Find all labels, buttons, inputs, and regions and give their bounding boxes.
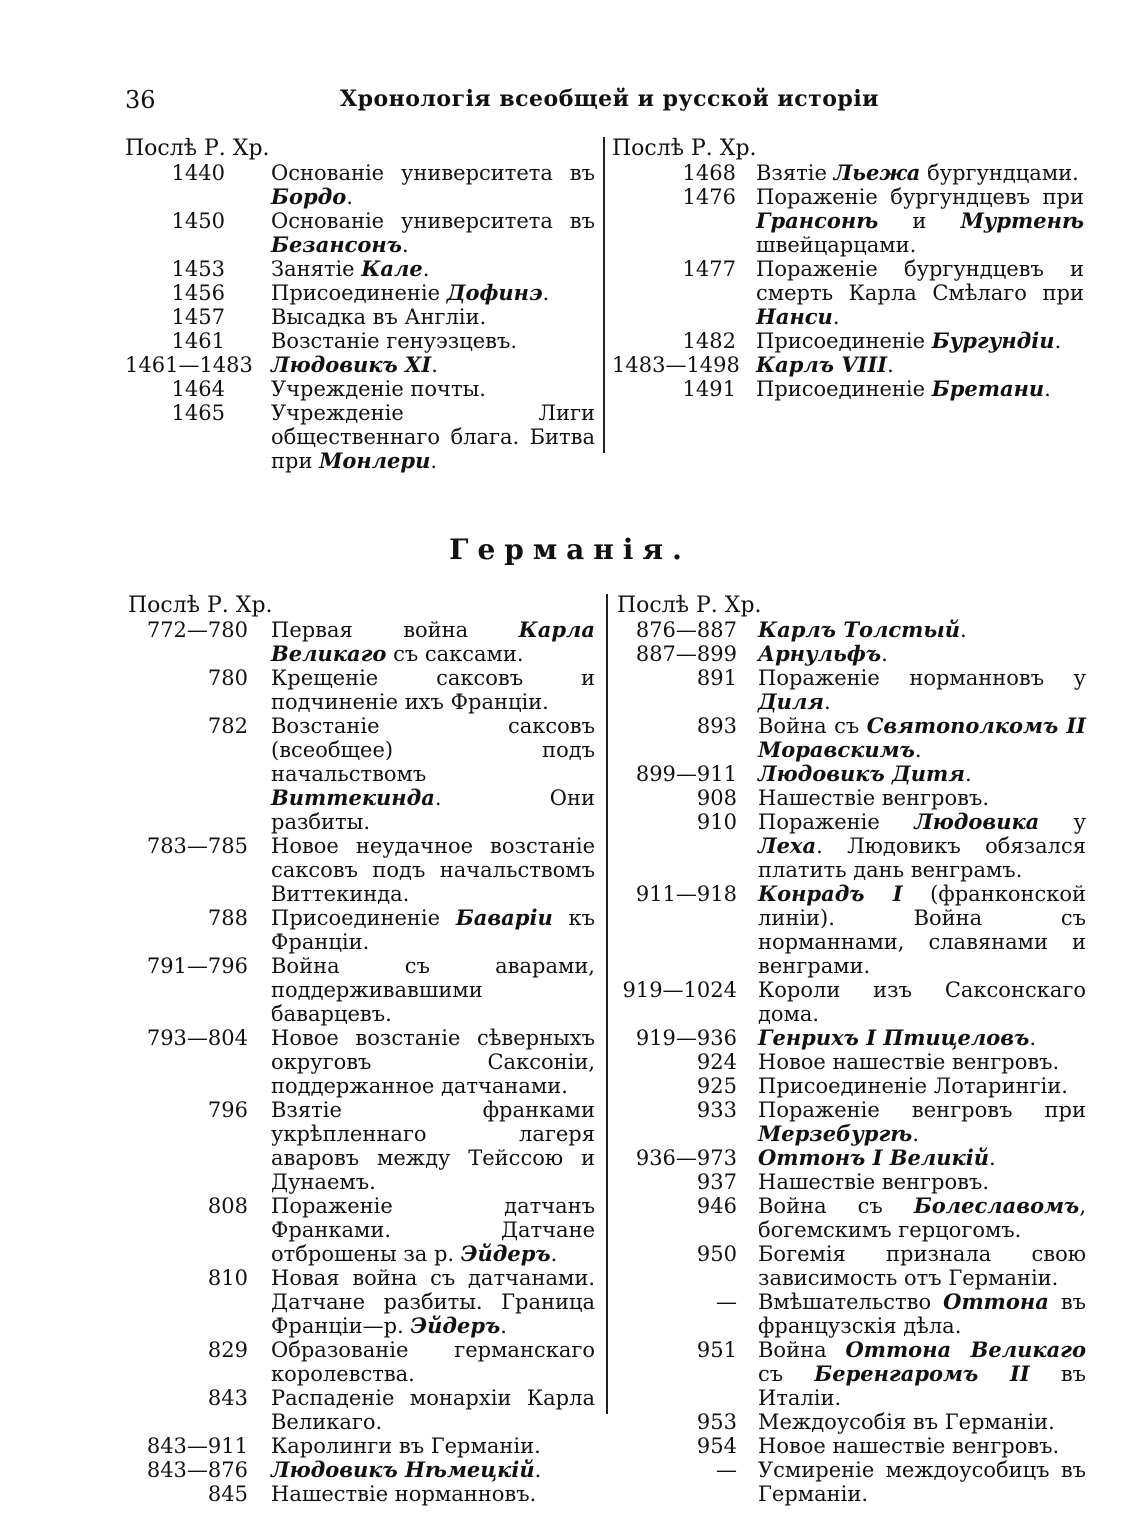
- right-column: [612, 137, 1092, 401]
- entry-emphasis: Людовикъ Нѣмецкій: [271, 1457, 535, 1482]
- column-heading: Послѣ Р. Хр.: [612, 136, 757, 161]
- entry-text-part: съ: [758, 1362, 815, 1386]
- chronology-entry: [128, 1482, 598, 1506]
- chronology-entry: [617, 618, 1097, 642]
- entry-year: 937: [696, 1170, 737, 1194]
- chronology-entry: [617, 1434, 1097, 1458]
- entry-year: 911—918: [635, 882, 737, 906]
- entry-year: 1440: [171, 161, 225, 185]
- entry-emphasis: Эйдеръ: [410, 1313, 501, 1338]
- entry-year: 843—876: [146, 1458, 248, 1482]
- entry-text: [756, 353, 1084, 377]
- entry-text-part: .: [887, 353, 894, 377]
- entry-emphasis: Виттекинда: [271, 785, 435, 810]
- chronology-entry: [617, 1098, 1097, 1146]
- chronology-entry: [128, 954, 598, 1026]
- entry-year: 887—899: [635, 642, 737, 666]
- entry-year: 919—1024: [622, 978, 737, 1002]
- entry-emphasis: Баваріи: [455, 905, 553, 930]
- entry-year: 1476: [682, 185, 736, 209]
- entry-text: [271, 1482, 595, 1506]
- chronology-entry: [617, 1410, 1097, 1434]
- chronology-entry: [125, 329, 595, 353]
- chronology-entry: [128, 906, 598, 954]
- entry-text: [758, 810, 1086, 882]
- entry-text-part: .: [1044, 377, 1051, 401]
- entry-text-part: въ французскія дѣла.: [758, 1290, 1087, 1338]
- entry-year: 810: [207, 1266, 248, 1290]
- entry-emphasis: Мерзебургѣ: [758, 1121, 913, 1146]
- entry-text: [271, 1338, 595, 1386]
- entry-text-part: къ Франціи.: [271, 906, 595, 954]
- entry-text-part: Пораженіе датчанъ Франками. Датчане отброшены за р.: [271, 1194, 595, 1266]
- entry-year: 876—887: [635, 618, 737, 642]
- entry-text-part: у: [1039, 810, 1087, 834]
- entry-text: [271, 1098, 595, 1194]
- chronology-entry: [617, 786, 1097, 810]
- entry-text-part: .: [534, 1458, 542, 1482]
- entry-text-part: Новое нашествіе венгровъ.: [758, 1050, 1060, 1074]
- chronology-entry: [617, 1242, 1097, 1290]
- entry-text-part: и: [878, 209, 961, 233]
- entry-emphasis: Людовика: [914, 809, 1040, 834]
- entry-emphasis: Монлери: [319, 448, 431, 473]
- entry-text-part: Образованіе германскаго королевства.: [271, 1338, 595, 1386]
- entry-text: [271, 305, 595, 329]
- entry-year: 899—911: [635, 762, 737, 786]
- right-column: [617, 594, 1097, 1506]
- entry-year: 925: [696, 1074, 737, 1098]
- entry-text-part: .: [914, 738, 922, 762]
- entry-text-part: . Они разбиты.: [271, 786, 595, 834]
- entry-year: 793—804: [146, 1026, 248, 1050]
- entry-text: [271, 377, 595, 401]
- entry-text: [271, 1434, 595, 1458]
- entry-emphasis: Бургундіи: [931, 328, 1055, 353]
- entry-text-part: Усмиреніе междоусобицъ въ Германіи.: [758, 1458, 1086, 1506]
- page-header: [125, 86, 1115, 118]
- entry-text-part: .: [824, 690, 831, 714]
- entry-text-part: .: [1029, 1026, 1037, 1050]
- entry-text: [271, 618, 595, 666]
- chronology-entry: [128, 1194, 598, 1266]
- entry-text-part: швейцарцами.: [756, 233, 917, 257]
- entry-text-part: Пораженіе венгровъ при: [758, 1098, 1086, 1122]
- entry-year: 1461—1483: [125, 353, 253, 377]
- entry-text-part: , богемскимъ герцогомъ.: [758, 1194, 1086, 1242]
- entry-emphasis: Арнульфъ: [758, 641, 882, 666]
- entry-text-part: .: [346, 185, 353, 209]
- entry-year: 782: [207, 714, 248, 738]
- entry-text: [758, 1290, 1086, 1338]
- entry-year: 843—911: [146, 1434, 248, 1458]
- entry-text-part: Междоусобія въ Германіи.: [758, 1410, 1055, 1434]
- entry-emphasis: Карлъ VIII: [756, 352, 888, 377]
- chronology-entry: [617, 1458, 1097, 1506]
- chronology-entry: [617, 1194, 1097, 1242]
- left-column: [125, 137, 595, 473]
- entry-text-part: Новое неудачное возстаніе саксовъ подъ начальствомъ Виттекинда.: [271, 834, 595, 906]
- chronology-entry: [128, 618, 598, 666]
- entry-text-part: . Людовикъ обязался платить дань венграмъ.: [758, 834, 1086, 882]
- entry-text: [758, 1434, 1086, 1458]
- chronology-entry: [617, 1290, 1097, 1338]
- entry-text-part: Присоединеніе: [756, 377, 932, 401]
- entry-text-part: Новое возстаніе сѣверныхъ округовъ Саксоніи, поддержанное датчанами.: [271, 1026, 595, 1098]
- chronology-entry: [612, 185, 1092, 257]
- entry-text-part: Пораженіе норманновъ у: [758, 666, 1086, 690]
- entry-text-part: Война съ: [758, 714, 867, 738]
- entry-text-part: Взятіе франками укрѣпленнаго лагеря аваровъ между Тейссою и Дунаемъ.: [271, 1098, 595, 1194]
- entry-year: 1482: [682, 329, 736, 353]
- entry-text-part: Каролинги въ Германіи.: [271, 1434, 541, 1458]
- france-continuation-table: [125, 136, 1115, 473]
- entry-emphasis: Муртенѣ: [960, 208, 1084, 233]
- entry-text-part: Присоединеніе: [271, 281, 447, 305]
- entry-text-part: .: [988, 1146, 996, 1170]
- entry-text-part: .: [1054, 329, 1062, 353]
- chronology-entry: [128, 1458, 598, 1482]
- entry-text-part: Основаніе университета въ: [271, 161, 595, 185]
- entry-year: 783—785: [146, 834, 248, 858]
- entry-text-part: Распаденіе монархіи Карла Великаго.: [271, 1386, 595, 1434]
- entry-text-part: .: [912, 1122, 920, 1146]
- chronology-entry: [125, 209, 595, 257]
- entry-text: [758, 1242, 1086, 1290]
- entry-text-part: съ саксами.: [386, 642, 524, 666]
- entry-list: [125, 161, 595, 473]
- entry-text: [756, 185, 1084, 257]
- entry-year: 946: [696, 1194, 737, 1218]
- entry-text-part: Занятіе: [271, 257, 362, 281]
- page-number: 36: [125, 86, 156, 114]
- chronology-entry: [125, 377, 595, 401]
- entry-emphasis: Святополкомъ II Моравскимъ: [758, 713, 1086, 762]
- chronology-entry: [617, 1074, 1097, 1098]
- entry-text: [271, 161, 595, 209]
- running-title: Хронологія всеобщей и русской исторіи: [340, 86, 879, 112]
- chronology-entry: [125, 161, 595, 209]
- entry-text-part: .: [960, 618, 967, 642]
- entry-emphasis: Оттона Великаго: [845, 1337, 1086, 1362]
- entry-text: [756, 161, 1084, 185]
- entry-year: 808: [207, 1194, 248, 1218]
- entry-text-part: Присоединеніе Лотарингіи.: [758, 1074, 1068, 1098]
- entry-text-part: Новое нашествіе венгровъ.: [758, 1434, 1060, 1458]
- entry-year: 845: [207, 1482, 248, 1506]
- entry-text: [271, 329, 595, 353]
- entry-emphasis: Генрихъ I Птицеловъ: [758, 1025, 1030, 1050]
- entry-text-part: Присоединеніе: [756, 329, 932, 353]
- germany-table: [128, 593, 1118, 1506]
- chronology-entry: [125, 353, 595, 377]
- entry-text: [271, 209, 595, 257]
- entry-year: 780: [207, 666, 248, 690]
- column-divider: [603, 137, 605, 453]
- entry-year: 953: [696, 1410, 737, 1434]
- entry-text-part: въ Италіи.: [758, 1362, 1086, 1410]
- entry-year: 1450: [171, 209, 225, 233]
- entry-emphasis: Конрадъ I: [758, 881, 903, 906]
- entry-list: [128, 618, 598, 1506]
- entry-emphasis: Дофинэ: [446, 280, 543, 305]
- entry-text-part: Учрежденіе Лиги общественнаго блага. Битва при: [271, 401, 595, 473]
- entry-year: 954: [696, 1434, 737, 1458]
- entry-text-part: Возстаніе генуэзцевъ.: [271, 329, 518, 353]
- entry-emphasis: Нанси: [756, 304, 833, 329]
- chronology-entry: [128, 666, 598, 714]
- entry-text-part: Высадка въ Англіи.: [271, 305, 487, 329]
- entry-text-part: Война съ: [758, 1194, 914, 1218]
- entry-year: 1468: [682, 161, 736, 185]
- entry-text: [758, 1026, 1086, 1050]
- column-heading: Послѣ Р. Хр.: [128, 593, 273, 618]
- chronology-entry: [612, 329, 1092, 353]
- entry-text-part: Основаніе университета въ: [271, 209, 595, 233]
- entry-text: [758, 666, 1086, 714]
- entry-emphasis: Безансонъ: [271, 232, 402, 257]
- entry-text: [271, 1458, 595, 1482]
- chronology-entry: [128, 1434, 598, 1458]
- entry-text: [758, 642, 1086, 666]
- entry-text-part: (франконской линіи). Война съ норманнами, славянами и венграми.: [758, 882, 1086, 978]
- entry-text-part: .: [422, 257, 430, 281]
- entry-emphasis: Грансонѣ: [756, 208, 879, 233]
- entry-text-part: Пораженіе: [758, 810, 915, 834]
- entry-year: 772—780: [146, 618, 248, 642]
- entry-year: 936—973: [635, 1146, 737, 1170]
- entry-year: —: [716, 1458, 737, 1482]
- entry-year: 796: [207, 1098, 248, 1122]
- entry-text-part: Пораженіе бургундцевъ при: [756, 185, 1084, 209]
- entry-year: 891: [696, 666, 737, 690]
- entry-text: [271, 954, 595, 1026]
- entry-text-part: Нашествіе венгровъ.: [758, 786, 989, 810]
- entry-emphasis: Кале: [361, 256, 423, 281]
- entry-year: 950: [696, 1242, 737, 1266]
- entry-emphasis: Карла Великаго: [271, 617, 595, 666]
- entry-emphasis: Болеславомъ: [913, 1193, 1080, 1218]
- entry-emphasis: Беренгаромъ II: [814, 1361, 1030, 1386]
- section-title: Германія.: [449, 533, 691, 566]
- chronology-entry: [617, 714, 1097, 762]
- chronology-entry: [617, 978, 1097, 1026]
- chronology-entry: [128, 1098, 598, 1194]
- entry-text: [271, 834, 595, 906]
- entry-emphasis: Диля: [758, 689, 825, 714]
- entry-text: [758, 786, 1086, 810]
- entry-year: 791—796: [146, 954, 248, 978]
- chronology-entry: [617, 762, 1097, 786]
- entry-text: [758, 1410, 1086, 1434]
- entry-year: 1491: [682, 377, 736, 401]
- entry-text: [271, 1386, 595, 1434]
- entry-text-part: .: [402, 233, 409, 257]
- entry-year: 951: [696, 1338, 737, 1362]
- entry-text-part: Нашествіе венгровъ.: [758, 1170, 989, 1194]
- chronology-entry: [128, 1386, 598, 1434]
- entry-text: [271, 1266, 595, 1338]
- entry-year: 1477: [682, 257, 736, 281]
- entry-emphasis: Эйдеръ: [460, 1241, 551, 1266]
- entry-year: 933: [696, 1098, 737, 1122]
- entry-text-part: Нашествіе норманновъ.: [271, 1482, 537, 1506]
- entry-list: [612, 161, 1092, 401]
- entry-year: 893: [696, 714, 737, 738]
- entry-text-part: Пораженіе бургундцевъ и смерть Карла Смѣлаго при: [756, 257, 1084, 305]
- entry-year: 908: [696, 786, 737, 810]
- chronology-entry: [128, 1266, 598, 1338]
- entry-text: [756, 329, 1084, 353]
- entry-text-part: Первая война: [271, 618, 519, 642]
- entry-emphasis: Оттонъ I Великій: [758, 1145, 989, 1170]
- chronology-entry: [125, 305, 595, 329]
- entry-text: [758, 1170, 1086, 1194]
- entry-text: [758, 1098, 1086, 1146]
- chronology-entry: [612, 161, 1092, 185]
- entry-emphasis: Бретани: [931, 376, 1045, 401]
- entry-year: 910: [696, 810, 737, 834]
- entry-text: [758, 1458, 1086, 1506]
- entry-text-part: Война: [758, 1338, 846, 1362]
- entry-text-part: бургундцами.: [920, 161, 1079, 185]
- entry-text-part: Война съ аварами, поддерживавшими баварцевъ.: [271, 954, 595, 1026]
- entry-text-part: .: [964, 762, 972, 786]
- entry-text-part: Вмѣшательство: [758, 1290, 944, 1314]
- chronology-entry: [612, 257, 1092, 329]
- chronology-entry: [128, 1026, 598, 1098]
- entry-text: [271, 353, 595, 377]
- chronology-entry: [612, 353, 1092, 377]
- entry-year: 919—936: [635, 1026, 737, 1050]
- entry-year: 1456: [171, 281, 225, 305]
- entry-list: [617, 618, 1097, 1506]
- chronology-entry: [125, 257, 595, 281]
- entry-text: [271, 1194, 595, 1266]
- entry-text-part: Возстаніе саксовъ (всеобщее) подъ начальствомъ: [271, 714, 595, 786]
- entry-emphasis: Леха: [758, 833, 817, 858]
- entry-year: 1483—1498: [612, 353, 740, 377]
- entry-year: 1461: [171, 329, 225, 353]
- entry-text-part: Крещеніе саксовъ и подчиненіе ихъ Франціи.: [271, 666, 595, 714]
- chronology-entry: [125, 401, 595, 473]
- entry-text-part: .: [881, 642, 888, 666]
- chronology-entry: [617, 882, 1097, 978]
- chronology-entry: [617, 1338, 1097, 1410]
- entry-text-part: .: [832, 305, 840, 329]
- entry-year: 1464: [171, 377, 225, 401]
- chronology-entry: [128, 714, 598, 834]
- entry-text: [758, 618, 1086, 642]
- column-divider: [606, 594, 608, 1414]
- entry-year: 1457: [171, 305, 225, 329]
- entry-text: [758, 1146, 1086, 1170]
- entry-text-part: Короли изъ Саксонскаго дома.: [758, 978, 1086, 1026]
- entry-text: [758, 1050, 1086, 1074]
- chronology-entry: [612, 377, 1092, 401]
- entry-year: 788: [207, 906, 248, 930]
- entry-text: [271, 401, 595, 473]
- chronology-entry: [617, 666, 1097, 714]
- entry-year: —: [716, 1290, 737, 1314]
- entry-text: [271, 1026, 595, 1098]
- chronology-entry: [617, 642, 1097, 666]
- entry-emphasis: Льежа: [833, 160, 921, 185]
- entry-emphasis: Людовикъ Дитя: [758, 761, 965, 786]
- chronology-entry: [128, 1338, 598, 1386]
- entry-text: [758, 882, 1086, 978]
- entry-text: [271, 906, 595, 954]
- entry-text: [758, 1194, 1086, 1242]
- entry-text: [758, 978, 1086, 1026]
- left-column: [128, 594, 598, 1506]
- column-heading: Послѣ Р. Хр.: [125, 136, 270, 161]
- chronology-entry: [125, 281, 595, 305]
- entry-year: 924: [696, 1050, 737, 1074]
- chronology-entry: [128, 834, 598, 906]
- entry-text: [271, 666, 595, 714]
- column-heading: Послѣ Р. Хр.: [617, 593, 762, 618]
- entry-text-part: Богемія признала свою зависимость отъ Германіи.: [758, 1242, 1086, 1290]
- entry-text: [271, 281, 595, 305]
- entry-text-part: .: [542, 281, 550, 305]
- chronology-entry: [617, 1170, 1097, 1194]
- entry-text: [271, 714, 595, 834]
- entry-year: 829: [207, 1338, 248, 1362]
- chronology-entry: [617, 1026, 1097, 1050]
- chronology-entry: [617, 810, 1097, 882]
- entry-text-part: Новая война съ датчанами. Датчане разбиты. Граница Франціи—р.: [271, 1266, 595, 1338]
- entry-emphasis: Людовикъ XI: [271, 352, 432, 377]
- chronology-entry: [617, 1146, 1097, 1170]
- chronology-entry: [617, 1050, 1097, 1074]
- entry-text-part: .: [500, 1314, 507, 1338]
- entry-text: [756, 377, 1084, 401]
- entry-text: [271, 257, 595, 281]
- entry-text-part: Взятіе: [756, 161, 834, 185]
- entry-text-part: .: [550, 1242, 558, 1266]
- entry-year: 1453: [171, 257, 225, 281]
- entry-emphasis: Бордо: [271, 184, 347, 209]
- entry-text: [758, 1338, 1086, 1410]
- entry-year: 1465: [171, 401, 225, 425]
- entry-text: [758, 762, 1086, 786]
- entry-text-part: .: [430, 449, 438, 473]
- entry-text-part: Присоединеніе: [271, 906, 456, 930]
- entry-text-part: Учрежденіе почты.: [271, 377, 486, 401]
- entry-text-part: .: [431, 353, 438, 377]
- entry-text: [758, 1074, 1086, 1098]
- entry-year: 843: [207, 1386, 248, 1410]
- entry-text: [758, 714, 1086, 762]
- entry-emphasis: Оттона: [943, 1289, 1049, 1314]
- entry-text: [756, 257, 1084, 329]
- entry-emphasis: Карлъ Толстый: [758, 617, 960, 642]
